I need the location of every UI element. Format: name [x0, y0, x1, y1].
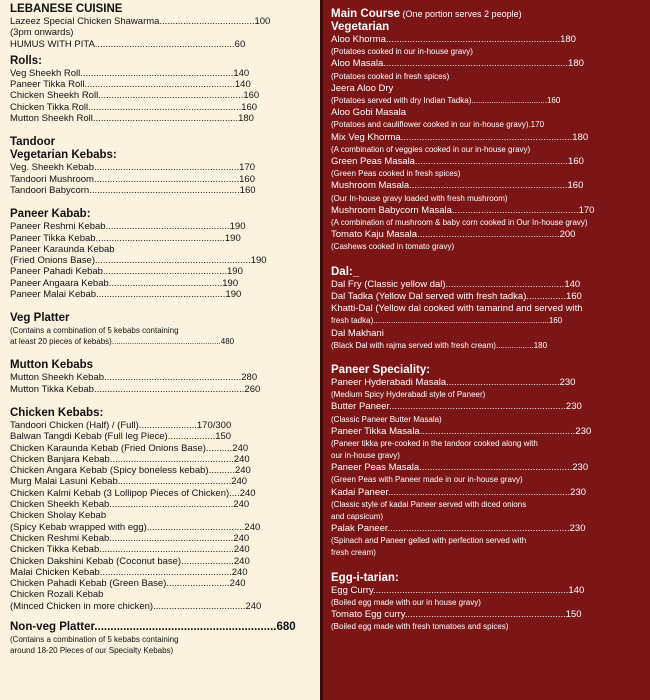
menu-item: Mix Veg Khorma.................................................................180 — [331, 131, 589, 143]
menu-section-paneer-speciality — [331, 364, 642, 560]
menu-item: Paneer Hyderabadi Masala...........................................230 — [331, 376, 576, 388]
menu-item: Tandoori Chicken (Half) / (Full)......................170/300 — [10, 419, 232, 431]
menu-item: Chicken Reshmi Kebab...............................................240 — [10, 532, 250, 544]
section-spacer — [331, 560, 642, 572]
menu-item-note: (Boiled egg made with fresh tomatoes and spices) — [331, 622, 509, 632]
menu-item: Paneer Tikka Roll.........................................................140 — [10, 79, 251, 91]
menu-item: Malai Chicken Kebab..................................................240 — [10, 566, 248, 578]
menu-item-note: (Medium Spicy Hyderabadi style of Paneer) — [331, 390, 486, 400]
menu-item: (Spicy Kebab wrapped with egg).....................................240 — [10, 521, 261, 533]
menu-item-note: (Classic style of kadai Paneer served with diced onions — [331, 499, 527, 509]
section-title — [331, 21, 642, 34]
section-spacer — [10, 300, 312, 312]
section-title — [10, 407, 312, 420]
menu-item: (3pm onwards) — [10, 27, 74, 39]
menu-item-note: (Green Peas cooked in fresh spices) — [331, 169, 461, 179]
menu-section-vegetarian — [331, 21, 642, 254]
menu-section-chicken-kebabs — [10, 407, 312, 612]
menu-item: Lazeez Special Chicken Shawarma....................................100 — [10, 16, 271, 27]
menu-item-note: (Paneer tikka pre-cooked in the tandoor cooked along with — [331, 438, 538, 448]
menu-item: Paneer Pahadi Kebab...............................................190 — [10, 266, 243, 278]
menu-section-tandoor-vegetarian-kebabs — [10, 136, 312, 196]
section-title-text: Mutton Kebabs — [10, 359, 94, 372]
menu-item: Aloo Khorma..................................................................180 — [331, 34, 576, 45]
menu-item-note: (Black Dal with rajma served with fresh cream).................180 — [331, 340, 548, 350]
section-spacer — [10, 196, 312, 208]
section-title-text: Egg-i-tarian: — [331, 571, 399, 584]
menu-item: Chicken Banjara Kebab...............................................240 — [10, 453, 250, 465]
section-spacer — [10, 124, 312, 136]
menu-section-lebanese-cuisine — [10, 3, 312, 50]
section-spacer — [10, 347, 312, 359]
menu-item: Mushroom Masala............................................................160 — [331, 180, 584, 192]
menu-item-note: (Boiled egg made with our in house gravy) — [331, 597, 481, 607]
menu-item: (Fried Onions Base)...........................................................190 — [10, 255, 267, 267]
menu-item: Green Peas Masala..........................................................160 — [331, 155, 584, 167]
section-spacer — [331, 352, 642, 364]
menu-item: Dal Tadka (Yellow Dal served with fresh tadka)...............160 — [331, 290, 582, 302]
menu-item-note: at least 20 pieces of kebabs).................................................480 — [10, 337, 235, 347]
menu-item: Dal Fry (Classic yellow dal).............................................140 — [331, 278, 581, 290]
menu-item: Mutton Sheekh Kebab....................................................280 — [10, 372, 258, 384]
menu-item: Paneer Tikka Masala...........................................................230 — [331, 425, 592, 437]
section-title-text: Paneer Kabab: — [10, 208, 91, 221]
section-title — [10, 55, 312, 68]
menu-item-note: fresh cream) — [331, 548, 376, 558]
menu-item: Tandoori Babycorn.........................................................160 — [10, 184, 256, 196]
menu-item: Chicken Sheekh Roll.......................................................160 — [10, 90, 260, 102]
section-title-note: (One portion serves 2 people) — [400, 9, 522, 19]
menu-item: Paneer Peas Masala..........................................................230 — [331, 462, 589, 474]
menu-item: Paneer Tikka Kebab.................................................190 — [10, 232, 241, 244]
menu-item: Chicken Karaunda Kebab (Fried Onions Base)..........240 — [10, 442, 249, 454]
menu-item: Chicken Tikka Roll..........................................................160 — [10, 101, 258, 113]
section-title-text: Non-veg Platter.........................................................680 — [10, 620, 296, 633]
menu-item-note: (Potatoes cooked in fresh spices) — [331, 71, 450, 81]
menu-section-non-veg-platter-680 — [10, 621, 312, 656]
menu-item-note: fresh tadka)...............................................................................160 — [331, 316, 563, 326]
menu-item: Paneer Reshmi Kebab...............................................190 — [10, 221, 246, 233]
menu-item-note: and capsicum) — [331, 511, 384, 521]
section-title-text: LEBANESE CUISINE — [10, 3, 123, 15]
menu-item-note: (Cashews cooked in tomato gravy) — [331, 242, 455, 252]
menu-section-dal — [331, 266, 642, 352]
menu-section-egg-i-tarian — [331, 572, 642, 634]
menu-item-note: around 18-20 Pieces of our Specialty Kebabs) — [10, 645, 174, 655]
menu-item: Chicken Pahadi Kebab (Green Base)........................240 — [10, 578, 246, 590]
menu-item-note: (Spinach and Paneer gelled with perfection served with — [331, 536, 527, 546]
section-spacer — [10, 395, 312, 407]
menu-section-rolls — [10, 55, 312, 124]
menu-section-veg-platter — [10, 312, 312, 347]
menu-item-note: (Contains a combination of 5 kebabs containing — [10, 634, 179, 644]
section-title — [10, 208, 312, 221]
menu-item: Murg Malai Lasuni Kebab...........................................240 — [10, 476, 248, 488]
menu-section-paneer-kabab — [10, 208, 312, 300]
section-title-text: Paneer Speciality: — [331, 363, 431, 376]
section-title-text: Main Course — [331, 8, 401, 20]
menu-item-note: (Potatoes and cauliflower cooked in our in-house gravy).170 — [331, 120, 545, 130]
menu-item: Tomato Egg curry.............................................................150 — [331, 608, 582, 620]
section-title-text: Chicken Kebabs: — [10, 406, 104, 419]
menu-item: Balwan Tangdi Kebab (Full leg Piece)..................150 — [10, 431, 232, 443]
menu-item: Mutton Sheekh Roll.......................................................180 — [10, 113, 254, 125]
section-title — [10, 3, 312, 16]
menu-item: Mutton Tikka Kebab.........................................................260 — [10, 383, 261, 395]
menu-item-note: (Green Peas with Paneer made in our in-house gravy) — [331, 475, 523, 485]
menu-item: Tandoori Mushroom.......................................................160 — [10, 173, 255, 185]
section-title — [331, 266, 642, 279]
section-spacer — [331, 254, 642, 266]
menu-item: Chicken Dakshini Kebab (Coconut base)....................240 — [10, 555, 250, 567]
section-title-text: Rolls: — [10, 54, 42, 67]
section-title-text: Vegetarian — [331, 21, 390, 33]
menu-right-column — [320, 0, 650, 700]
menu-item: Mushroom Babycorn Masala................................................170 — [331, 204, 595, 216]
menu-item-note: (Our In-house gravy loaded with fresh mushroom) — [331, 193, 508, 203]
menu-item-note: (A combination of veggies cooked in our in-house gravy) — [331, 144, 531, 154]
menu-item: Paneer Angaara Kebab...........................................190 — [10, 277, 239, 289]
section-title — [331, 364, 642, 377]
menu-item: Chicken Sholay Kebab — [10, 510, 107, 522]
section-title — [10, 136, 312, 162]
menu-item: Veg. Sheekh Kebab.......................................................170 — [10, 162, 256, 174]
menu-item: Aloo Gobi Masala — [331, 107, 406, 119]
menu-item: Khatti-Dal (Yellow dal cooked with tamarind and served with — [331, 303, 583, 315]
section-title — [331, 572, 642, 585]
menu-item: Chicken Angara Kebab (Spicy boneless kebab)..........240 — [10, 465, 251, 477]
menu-item: Jeera Aloo Dry — [331, 82, 394, 94]
menu-item: Egg Curry..........................................................................140 — [331, 584, 585, 596]
menu-item: Chicken Rozali Kebab — [10, 589, 104, 601]
section-title — [10, 359, 312, 372]
menu-item-note: (A combination of mushroom & baby corn cooked in Our In-house gravy) — [331, 218, 588, 228]
menu-item: Kadai Paneer.....................................................................230 — [331, 486, 587, 498]
menu-item-note: our in-house gravy) — [331, 451, 400, 461]
menu-item: (Minced Chicken in more chicken)...................................240 — [10, 600, 262, 612]
menu-item: Palak Paneer.....................................................................230 — [331, 523, 586, 535]
section-title — [10, 312, 312, 325]
section-title — [331, 8, 642, 21]
menu-item: Tomato Kaju Masala......................................................200 — [331, 229, 576, 241]
menu-item: Veg Sheekh Roll..........................................................140 — [10, 67, 250, 79]
section-title-text: Dal:_ — [331, 265, 360, 278]
menu-item: Paneer Karaunda Kebab — [10, 243, 115, 255]
menu-item: HUMUS WITH PITA.....................................................60 — [10, 38, 246, 50]
menu-item: Dal Makhani — [331, 327, 384, 339]
menu-item-note: (Contains a combination of 5 kebabs containing — [10, 326, 179, 336]
section-spacer — [10, 612, 312, 621]
section-title-text: Veg Platter — [10, 312, 70, 325]
menu-item-note: (Potatoes served with dry Indian Tadka)..................................160 — [331, 96, 561, 106]
section-title-text: Tandoor Vegetarian Kebabs: — [10, 136, 117, 162]
section-title — [10, 621, 312, 634]
menu-item: Paneer Malai Kebab.................................................190 — [10, 289, 242, 301]
menu-left-column — [0, 0, 320, 700]
menu-item: Aloo Masala......................................................................180 — [331, 58, 584, 70]
menu-item: Chicken Tikka Kebab...................................................240 — [10, 544, 250, 556]
menu-item: Chicken Sheekh Kebab...............................................240 — [10, 499, 250, 511]
menu-section-mutton-kebabs — [10, 359, 312, 395]
menu-item: Butter Paneer...................................................................230 — [331, 401, 582, 413]
menu-item-note: (Potatoes cooked in our in-house gravy) — [331, 47, 473, 57]
menu-section-main-course — [331, 8, 642, 21]
menu-item-note: (Classic Paneer Butter Masala) — [331, 414, 442, 424]
menu-item: Chicken Kalmi Kebab (3 Lollipop Pieces of Chicken)....240 — [10, 487, 256, 499]
